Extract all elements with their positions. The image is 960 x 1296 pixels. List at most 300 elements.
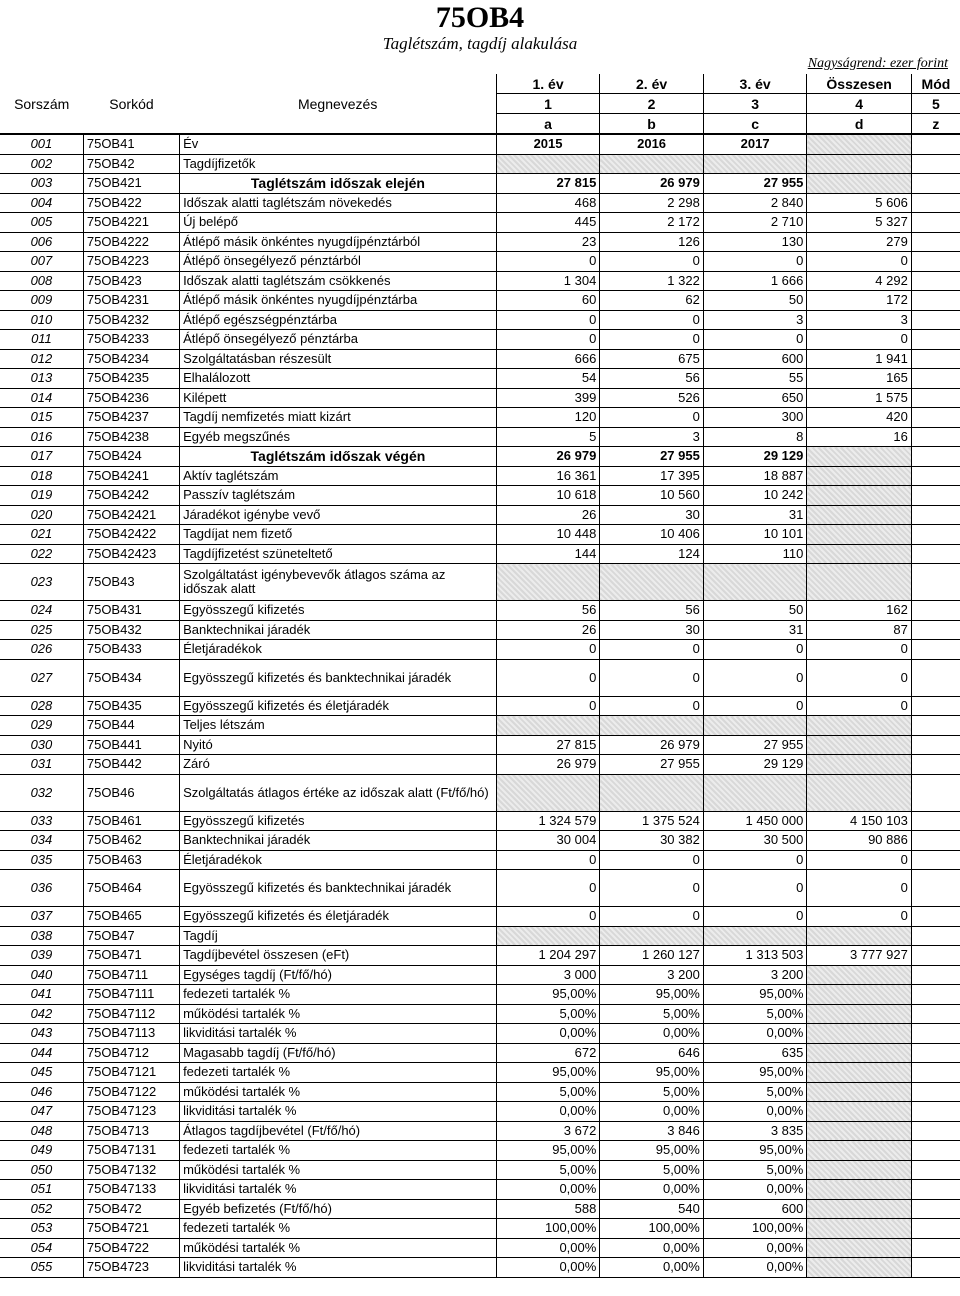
row-name: Járadékot igénybe vevő — [180, 505, 497, 525]
row-code: 75OB471 — [83, 946, 179, 966]
value-total — [807, 505, 911, 525]
value-year-1: 144 — [496, 544, 600, 564]
row-code: 75OB47132 — [83, 1160, 179, 1180]
row-code: 75OB421 — [83, 174, 179, 194]
header-letter-a: a — [496, 114, 600, 135]
value-mode — [911, 640, 960, 660]
row-name: működési tartalék % — [180, 1238, 497, 1258]
row-number: 010 — [0, 310, 83, 330]
value-mode — [911, 1219, 960, 1239]
header-letter-z: z — [911, 114, 960, 135]
value-year-2: 56 — [600, 601, 704, 621]
table-row — [0, 1102, 960, 1122]
value-mode — [911, 564, 960, 601]
value-total — [807, 447, 911, 467]
row-name: Átlépő másik önkéntes nyugdíjpénztárba — [180, 291, 497, 311]
row-code: 75OB4232 — [83, 310, 179, 330]
value-mode — [911, 193, 960, 213]
row-number: 035 — [0, 850, 83, 870]
table-row — [0, 1238, 960, 1258]
value-total: 0 — [807, 659, 911, 696]
value-year-2: 56 — [600, 369, 704, 389]
header-letter-b: b — [600, 114, 704, 135]
value-year-1: 0,00% — [496, 1180, 600, 1200]
row-number: 048 — [0, 1121, 83, 1141]
table-row — [0, 1219, 960, 1239]
row-number: 008 — [0, 271, 83, 291]
value-year-3: 29 129 — [703, 447, 807, 467]
value-mode — [911, 774, 960, 811]
value-year-3: 3 835 — [703, 1121, 807, 1141]
value-mode — [911, 310, 960, 330]
header-letter-c: c — [703, 114, 807, 135]
value-year-2: 126 — [600, 232, 704, 252]
value-year-2: 2016 — [600, 134, 704, 154]
value-total — [807, 486, 911, 506]
row-number: 054 — [0, 1238, 83, 1258]
row-code: 75OB4241 — [83, 466, 179, 486]
value-year-3: 130 — [703, 232, 807, 252]
value-year-1: 0,00% — [496, 1238, 600, 1258]
row-number: 029 — [0, 716, 83, 736]
value-year-2: 30 — [600, 620, 704, 640]
value-year-1: 672 — [496, 1043, 600, 1063]
value-year-3: 1 313 503 — [703, 946, 807, 966]
value-year-2: 540 — [600, 1199, 704, 1219]
table-row — [0, 850, 960, 870]
value-year-2: 27 955 — [600, 755, 704, 775]
value-total: 1 575 — [807, 388, 911, 408]
value-year-3: 2 710 — [703, 213, 807, 233]
value-total — [807, 735, 911, 755]
value-year-1: 5,00% — [496, 1082, 600, 1102]
row-number: 045 — [0, 1063, 83, 1083]
value-year-3: 0 — [703, 850, 807, 870]
unit-note: Nagyságrend: ezer forint — [807, 56, 948, 71]
value-year-2: 3 846 — [600, 1121, 704, 1141]
row-name: Aktív taglétszám — [180, 466, 497, 486]
value-year-3: 27 955 — [703, 735, 807, 755]
row-name: Időszak alatti taglétszám növekedés — [180, 193, 497, 213]
row-number: 033 — [0, 811, 83, 831]
value-year-2: 26 979 — [600, 174, 704, 194]
row-number: 006 — [0, 232, 83, 252]
table-row — [0, 1160, 960, 1180]
row-code: 75OB4236 — [83, 388, 179, 408]
value-mode — [911, 505, 960, 525]
row-number: 039 — [0, 946, 83, 966]
value-year-1: 23 — [496, 232, 600, 252]
row-number: 055 — [0, 1258, 83, 1278]
table-row — [0, 544, 960, 564]
value-total: 165 — [807, 369, 911, 389]
value-year-2: 62 — [600, 291, 704, 311]
value-total — [807, 1121, 911, 1141]
value-year-2: 0 — [600, 870, 704, 907]
value-mode — [911, 271, 960, 291]
value-year-1: 0,00% — [496, 1258, 600, 1278]
row-number: 041 — [0, 985, 83, 1005]
row-name: fedezeti tartalék % — [180, 1063, 497, 1083]
value-year-1: 95,00% — [496, 1141, 600, 1161]
row-number: 007 — [0, 252, 83, 272]
value-mode — [911, 388, 960, 408]
value-total: 420 — [807, 408, 911, 428]
table-row — [0, 349, 960, 369]
value-year-1: 27 815 — [496, 174, 600, 194]
value-year-1: 10 618 — [496, 486, 600, 506]
value-mode — [911, 811, 960, 831]
row-code: 75OB4237 — [83, 408, 179, 428]
value-year-2: 10 560 — [600, 486, 704, 506]
row-name: likviditási tartalék % — [180, 1102, 497, 1122]
table-row — [0, 466, 960, 486]
value-year-1: 1 304 — [496, 271, 600, 291]
value-year-1: 0 — [496, 640, 600, 660]
row-code: 75OB424 — [83, 447, 179, 467]
value-year-2: 26 979 — [600, 735, 704, 755]
row-code: 75OB47112 — [83, 1004, 179, 1024]
value-year-2: 526 — [600, 388, 704, 408]
value-mode — [911, 213, 960, 233]
row-number: 027 — [0, 659, 83, 696]
value-mode — [911, 408, 960, 428]
value-year-1: 0 — [496, 310, 600, 330]
table-row — [0, 174, 960, 194]
row-name: Egyösszegű kifizetés és banktechnikai járadék — [180, 659, 497, 696]
table-row — [0, 1121, 960, 1141]
row-number: 024 — [0, 601, 83, 621]
row-number: 040 — [0, 965, 83, 985]
row-name: Egyösszegű kifizetés és életjáradék — [180, 696, 497, 716]
value-year-3: 1 450 000 — [703, 811, 807, 831]
table-row — [0, 252, 960, 272]
value-total — [807, 1004, 911, 1024]
table-row — [0, 965, 960, 985]
value-year-1: 26 979 — [496, 447, 600, 467]
value-total — [807, 1219, 911, 1239]
value-mode — [911, 620, 960, 640]
row-code: 75OB4231 — [83, 291, 179, 311]
value-total: 1 941 — [807, 349, 911, 369]
row-number: 002 — [0, 154, 83, 174]
row-code: 75OB463 — [83, 850, 179, 870]
header-sorkod: Sorkód — [109, 95, 154, 112]
row-name: fedezeti tartalék % — [180, 985, 497, 1005]
table-row — [0, 811, 960, 831]
table-row — [0, 1199, 960, 1219]
row-code: 75OB4222 — [83, 232, 179, 252]
table-row — [0, 907, 960, 927]
row-number: 052 — [0, 1199, 83, 1219]
row-number: 023 — [0, 564, 83, 601]
value-total — [807, 1024, 911, 1044]
row-code: 75OB4234 — [83, 349, 179, 369]
value-year-1 — [496, 774, 600, 811]
value-mode — [911, 1063, 960, 1083]
value-year-3: 0 — [703, 252, 807, 272]
table-row — [0, 659, 960, 696]
row-name: Magasabb tagdíj (Ft/fő/hó) — [180, 1043, 497, 1063]
value-year-2: 0,00% — [600, 1238, 704, 1258]
value-year-3: 0,00% — [703, 1238, 807, 1258]
value-year-3: 0 — [703, 870, 807, 907]
value-year-1: 60 — [496, 291, 600, 311]
value-year-3: 27 955 — [703, 174, 807, 194]
row-code: 75OB47111 — [83, 985, 179, 1005]
value-total: 5 606 — [807, 193, 911, 213]
value-mode — [911, 659, 960, 696]
value-year-1: 27 815 — [496, 735, 600, 755]
value-year-1: 0,00% — [496, 1024, 600, 1044]
row-code: 75OB464 — [83, 870, 179, 907]
row-name: Életjáradékok — [180, 850, 497, 870]
value-year-1: 5,00% — [496, 1160, 600, 1180]
table-row — [0, 330, 960, 350]
row-number: 044 — [0, 1043, 83, 1063]
row-number: 003 — [0, 174, 83, 194]
value-year-2: 124 — [600, 544, 704, 564]
header-col-1: 1 — [496, 94, 600, 114]
value-year-3 — [703, 716, 807, 736]
row-name: Időszak alatti taglétszám csökkenés — [180, 271, 497, 291]
value-year-1: 445 — [496, 213, 600, 233]
value-total — [807, 174, 911, 194]
value-year-1 — [496, 564, 600, 601]
table-row — [0, 735, 960, 755]
value-total — [807, 774, 911, 811]
value-year-3: 10 242 — [703, 486, 807, 506]
value-year-3 — [703, 564, 807, 601]
row-name: működési tartalék % — [180, 1004, 497, 1024]
value-year-2 — [600, 564, 704, 601]
value-year-3: 0 — [703, 696, 807, 716]
value-year-2: 95,00% — [600, 1141, 704, 1161]
value-year-3: 110 — [703, 544, 807, 564]
row-name: Szolgáltatást igénybevevők átlagos száma az időszak alatt — [180, 564, 497, 601]
value-year-1: 0 — [496, 850, 600, 870]
row-number: 014 — [0, 388, 83, 408]
value-total: 3 777 927 — [807, 946, 911, 966]
row-name: Tagdíj nemfizetés miatt kizárt — [180, 408, 497, 428]
row-number: 038 — [0, 926, 83, 946]
value-year-2: 30 382 — [600, 831, 704, 851]
header-col-4: 4 — [807, 94, 911, 114]
row-code: 75OB4223 — [83, 252, 179, 272]
row-code: 75OB44 — [83, 716, 179, 736]
row-name: fedezeti tartalék % — [180, 1141, 497, 1161]
row-name: Tagdíjfizetést szüneteltető — [180, 544, 497, 564]
table-row — [0, 1043, 960, 1063]
row-name: Átlagos tagdíjbevétel (Ft/fő/hó) — [180, 1121, 497, 1141]
row-code: 75OB4221 — [83, 213, 179, 233]
row-code: 75OB441 — [83, 735, 179, 755]
value-total — [807, 1141, 911, 1161]
value-year-2: 0 — [600, 907, 704, 927]
value-total: 0 — [807, 696, 911, 716]
value-year-1: 3 672 — [496, 1121, 600, 1141]
table-row — [0, 774, 960, 811]
value-mode — [911, 1004, 960, 1024]
table-row — [0, 1063, 960, 1083]
value-total — [807, 1063, 911, 1083]
value-year-2: 95,00% — [600, 1063, 704, 1083]
row-name: Átlépő másik önkéntes nyugdíjpénztárból — [180, 232, 497, 252]
value-year-3: 95,00% — [703, 1063, 807, 1083]
row-code: 75OB4233 — [83, 330, 179, 350]
value-year-1: 95,00% — [496, 985, 600, 1005]
row-code: 75OB47122 — [83, 1082, 179, 1102]
value-total: 0 — [807, 252, 911, 272]
value-year-3 — [703, 154, 807, 174]
row-name: Taglétszám időszak végén — [180, 447, 497, 467]
value-total: 3 — [807, 310, 911, 330]
value-year-1: 120 — [496, 408, 600, 428]
value-year-2: 0,00% — [600, 1180, 704, 1200]
table-row — [0, 1082, 960, 1102]
row-number: 030 — [0, 735, 83, 755]
value-year-3: 0,00% — [703, 1024, 807, 1044]
value-year-1: 0 — [496, 659, 600, 696]
row-code: 75OB465 — [83, 907, 179, 927]
value-mode — [911, 1258, 960, 1278]
value-total — [807, 1258, 911, 1278]
row-name: likviditási tartalék % — [180, 1258, 497, 1278]
header-year-2: 2. év — [600, 74, 704, 94]
row-code: 75OB46 — [83, 774, 179, 811]
header-row-numbers — [0, 94, 960, 114]
value-total — [807, 1199, 911, 1219]
table-row — [0, 427, 960, 447]
row-number: 043 — [0, 1024, 83, 1044]
value-year-3: 1 666 — [703, 271, 807, 291]
value-total: 0 — [807, 870, 911, 907]
value-year-1: 2015 — [496, 134, 600, 154]
row-name: Egységes tagdíj (Ft/fő/hó) — [180, 965, 497, 985]
value-year-3: 31 — [703, 620, 807, 640]
value-mode — [911, 466, 960, 486]
value-year-3: 2017 — [703, 134, 807, 154]
value-mode — [911, 850, 960, 870]
row-name: Egyösszegű kifizetés — [180, 601, 497, 621]
value-year-1: 30 004 — [496, 831, 600, 851]
row-code: 75OB434 — [83, 659, 179, 696]
value-year-2: 0 — [600, 659, 704, 696]
value-mode — [911, 174, 960, 194]
row-name: Tagdíjbevétel összesen (eFt) — [180, 946, 497, 966]
row-code: 75OB4722 — [83, 1238, 179, 1258]
row-code: 75OB47113 — [83, 1024, 179, 1044]
row-name: fedezeti tartalék % — [180, 1219, 497, 1239]
row-code: 75OB422 — [83, 193, 179, 213]
value-year-3: 2 840 — [703, 193, 807, 213]
value-year-2: 1 260 127 — [600, 946, 704, 966]
row-name: likviditási tartalék % — [180, 1024, 497, 1044]
value-year-2: 1 375 524 — [600, 811, 704, 831]
row-name: Passzív taglétszám — [180, 486, 497, 506]
value-mode — [911, 870, 960, 907]
value-year-3: 95,00% — [703, 1141, 807, 1161]
value-year-1: 666 — [496, 349, 600, 369]
table-row — [0, 985, 960, 1005]
row-number: 022 — [0, 544, 83, 564]
table-row — [0, 926, 960, 946]
header-sorszam: Sorszám — [14, 95, 70, 112]
row-name: Záró — [180, 755, 497, 775]
row-number: 001 — [0, 134, 83, 154]
row-number: 004 — [0, 193, 83, 213]
table-row — [0, 408, 960, 428]
row-name: Nyitó — [180, 735, 497, 755]
row-code: 75OB42422 — [83, 525, 179, 545]
value-total: 4 292 — [807, 271, 911, 291]
row-number: 050 — [0, 1160, 83, 1180]
table-row — [0, 870, 960, 907]
table-row — [0, 620, 960, 640]
value-year-2 — [600, 154, 704, 174]
header-total: Összesen — [807, 74, 911, 94]
value-year-1: 26 — [496, 620, 600, 640]
value-year-3: 0 — [703, 640, 807, 660]
value-year-2: 0,00% — [600, 1024, 704, 1044]
page-title: 75OB4 — [435, 1, 525, 34]
value-year-2: 2 298 — [600, 193, 704, 213]
row-code: 75OB47123 — [83, 1102, 179, 1122]
value-year-1: 95,00% — [496, 1063, 600, 1083]
value-year-1: 56 — [496, 601, 600, 621]
value-mode — [911, 696, 960, 716]
value-year-2: 0 — [600, 696, 704, 716]
value-year-3 — [703, 774, 807, 811]
row-code: 75OB42421 — [83, 505, 179, 525]
row-number: 028 — [0, 696, 83, 716]
value-mode — [911, 349, 960, 369]
row-code: 75OB4721 — [83, 1219, 179, 1239]
row-code: 75OB4723 — [83, 1258, 179, 1278]
value-total: 162 — [807, 601, 911, 621]
table-row — [0, 369, 960, 389]
value-year-3: 95,00% — [703, 985, 807, 1005]
value-year-1: 26 — [496, 505, 600, 525]
value-year-2: 1 322 — [600, 271, 704, 291]
value-year-1: 1 204 297 — [496, 946, 600, 966]
row-code: 75OB42423 — [83, 544, 179, 564]
value-year-2: 0,00% — [600, 1258, 704, 1278]
value-mode — [911, 831, 960, 851]
row-name: likviditási tartalék % — [180, 1180, 497, 1200]
value-total — [807, 466, 911, 486]
value-year-3: 650 — [703, 388, 807, 408]
row-code: 75OB442 — [83, 755, 179, 775]
row-code: 75OB435 — [83, 696, 179, 716]
value-mode — [911, 601, 960, 621]
row-name: Új belépő — [180, 213, 497, 233]
row-number: 019 — [0, 486, 83, 506]
value-year-2: 5,00% — [600, 1082, 704, 1102]
value-mode — [911, 1160, 960, 1180]
value-total — [807, 544, 911, 564]
row-number: 025 — [0, 620, 83, 640]
value-year-2: 0 — [600, 850, 704, 870]
table-row — [0, 696, 960, 716]
value-year-1 — [496, 716, 600, 736]
value-year-2: 675 — [600, 349, 704, 369]
row-name: Tagdíj — [180, 926, 497, 946]
row-number: 042 — [0, 1004, 83, 1024]
value-mode — [911, 291, 960, 311]
value-year-1: 0 — [496, 330, 600, 350]
value-year-3: 8 — [703, 427, 807, 447]
